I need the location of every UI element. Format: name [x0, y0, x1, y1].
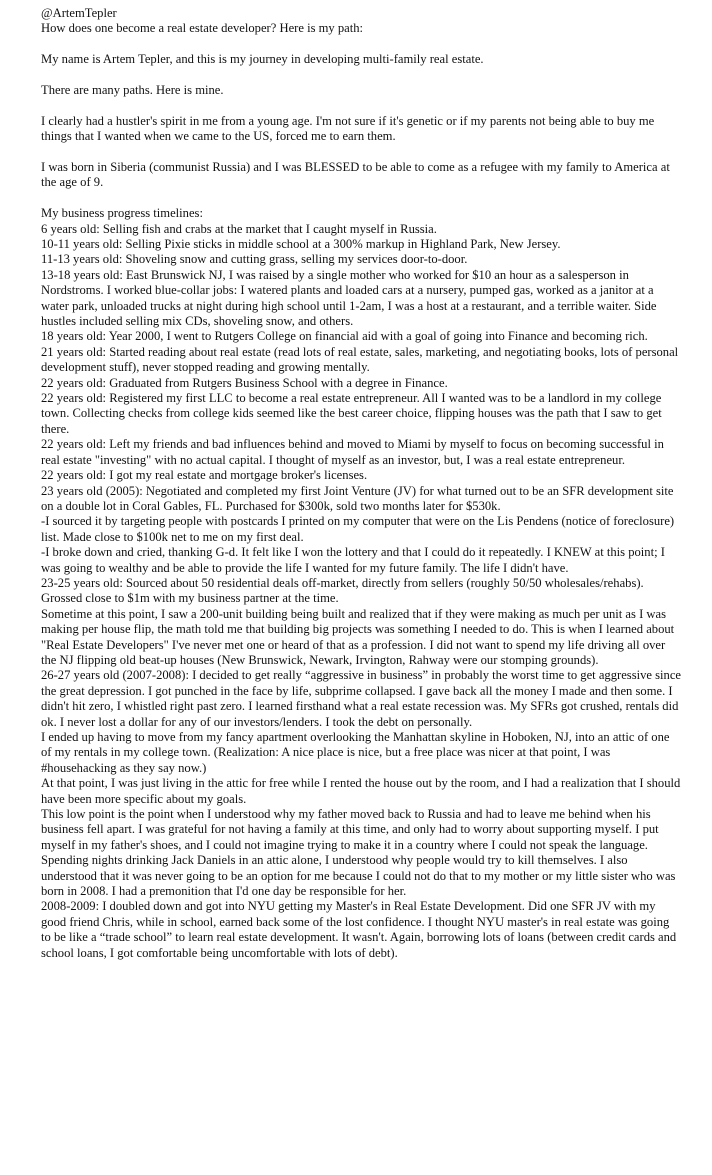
- timeline-entry: -I broke down and cried, thanking G-d. It felt like I won the lottery and that I could do it repeatedly. I KNEW at this point; I was going to wealthy and be able to provide the life I wanted for my future family. The life I didn't have.: [41, 545, 665, 575]
- timeline-entry: 6 years old: Selling fish and crabs at the market that I caught myself in Russia.: [41, 221, 437, 236]
- timeline-entry: 11-13 years old: Shoveling snow and cutting grass, selling my services door-to-door.: [41, 252, 468, 267]
- timeline-list: [41, 222, 681, 962]
- timeline-entry: 13-18 years old: East Brunswick NJ, I was raised by a single mother who worked for $10 an hour as a salesperson in Nordstroms. I worked blue-collar jobs: I watered plants and loaded cars at a nursery, pumped gas, worked as a janitor at a water park, unloaded trucks at night during high school until 1-2am, I was a host at a restaurant, and a terrible waiter. Side hustles included selling mix CDs, shoveling snow, and others.: [41, 267, 657, 329]
- timeline-entry: 22 years old: Left my friends and bad influences behind and moved to Miami by myself to focus on becoming successful in real estate "investing" with no actual capital. I thought of myself as an investor, but, I was a real estate entrepreneur.: [41, 437, 664, 467]
- author-handle: @ArtemTepler: [41, 6, 117, 20]
- timeline-entry: 22 years old: Registered my first LLC to become a real estate entrepreneur. All I wanted was to be a landlord in my college town. Collecting checks from college kids seemed like the best career choice, flipping houses was the path that I saw to get there.: [41, 391, 662, 436]
- timeline-entry: Sometime at this point, I saw a 200-unit building being built and realized that if they were making as much per unit as I was making per house flip, the math told me that building big projects was something I needed to do. This is when I learned about "Real Estate Developers" I've never met one or heard of that as a profession. I did not want to spend my life driving all over the NJ flipping old beat-up houses (New Brunswick, Newark, Irvington, Rahway were our stomping grounds).: [41, 606, 675, 667]
- timeline-entry: At that point, I was just living in the attic for free while I rented the house out by the room, and I had a realization that I should have been more specific about my goals.: [41, 776, 681, 806]
- timeline-entry: 10-11 years old: Selling Pixie sticks in middle school at a 300% markup in Highland Park, New Jersey.: [41, 237, 561, 252]
- intro-paragraph: My name is Artem Tepler, and this is my journey in developing multi-family real estate.: [41, 52, 484, 67]
- paths-paragraph: There are many paths. Here is mine.: [41, 83, 224, 97]
- timeline-entry: -I sourced it by targeting people with postcards I printed on my computer that were on the Lis Pendens (notice of foreclosure) list. Made close to $100k net to me on my first deal.: [41, 514, 675, 544]
- timeline-entry: 18 years old: Year 2000, I went to Rutgers College on financial aid with a goal of going into Finance and becoming rich.: [41, 329, 648, 344]
- timeline-entry: 23-25 years old: Sourced about 50 residential deals off-market, directly from sellers (roughly 50/50 wholesales/rehabs). Grossed close to $1m with my business partner at the time.: [41, 575, 644, 606]
- born-paragraph: I was born in Siberia (communist Russia) and I was BLESSED to be able to come as a refugee with my family to America at the age of 9.: [41, 160, 670, 190]
- timeline-entry: 2008-2009: I doubled down and got into NYU getting my Master's in Real Estate Development. Did one SFR JV with my good friend Chris, while in school, earned back some of the lost confidence. I thought NYU master's in real estate was going to be like a “trade school” to learn real estate development. It wasn't. Again, borrowing lots of loans (between credit cards and school loans, I got comfortable being uncomfortable with lots of debt).: [41, 899, 677, 960]
- document-body: [41, 6, 681, 961]
- timeline-entry: 23 years old (2005): Negotiated and completed my first Joint Venture (JV) for what turned out to be an SFR development site on a double lot in Coral Gables, FL. Purchased for $300k, sold two months later for $530k.: [41, 483, 674, 513]
- timeline-entry: This low point is the point when I understood why my father moved back to Russia and had to leave me behind when his business fell apart. I was grateful for not having a family at this time, and only had to worry about supporting myself. I put myself in my father's shoes, and I could not imagine trying to make it in a country where I could not speak the language. Spending nights drinking Jack Daniels in an attic alone, I understood why people would try to kill themselves. I also understood that it was never going to be an option for me because I could not do that to my mother or my little sister who was born in 2008. I had a premonition that I'd one day be responsible for her.: [41, 807, 676, 899]
- timeline-entry: 22 years old: I got my real estate and mortgage broker's licenses.: [41, 468, 368, 483]
- hustler-paragraph: I clearly had a hustler's spirit in me from a young age. I'm not sure if it's genetic or if my parents not being able to buy me things that I wanted when we came to the US, forced me to earn them.: [41, 113, 655, 144]
- timeline-entry: 21 years old: Started reading about real estate (read lots of real estate, sales, marketing, and negotiating books, lots of personal development stuff), never stopped reading and growing mentally.: [41, 344, 679, 375]
- timeline-entry: I ended up having to move from my fancy apartment overlooking the Manhattan skyline in Hoboken, NJ, into an attic of one of my rentals in my college town. (Realization: A nice place is nice, but a free place was nicer at that point, I was #househacking as they say now.): [41, 730, 670, 775]
- timeline-entry: 26-27 years old (2007-2008): I decided to get really “aggressive in business” in probably the worst time to get aggressive since the great depression. I got punched in the face by life, subprime collapsed. I gave back all the money I made and then some. I didn't hit zero, I whistled right past zero. I learned firsthand what a real estate recession was. My SFRs got crushed, rentals did ok. I never lost a dollar for any of our investors/lenders. I took the debt on personally.: [41, 668, 682, 729]
- timeline-entry: 22 years old: Graduated from Rutgers Business School with a degree in Finance.: [41, 375, 448, 390]
- document-title: How does one become a real estate developer? Here is my path:: [41, 21, 364, 36]
- timeline-heading: My business progress timelines:: [41, 206, 203, 221]
